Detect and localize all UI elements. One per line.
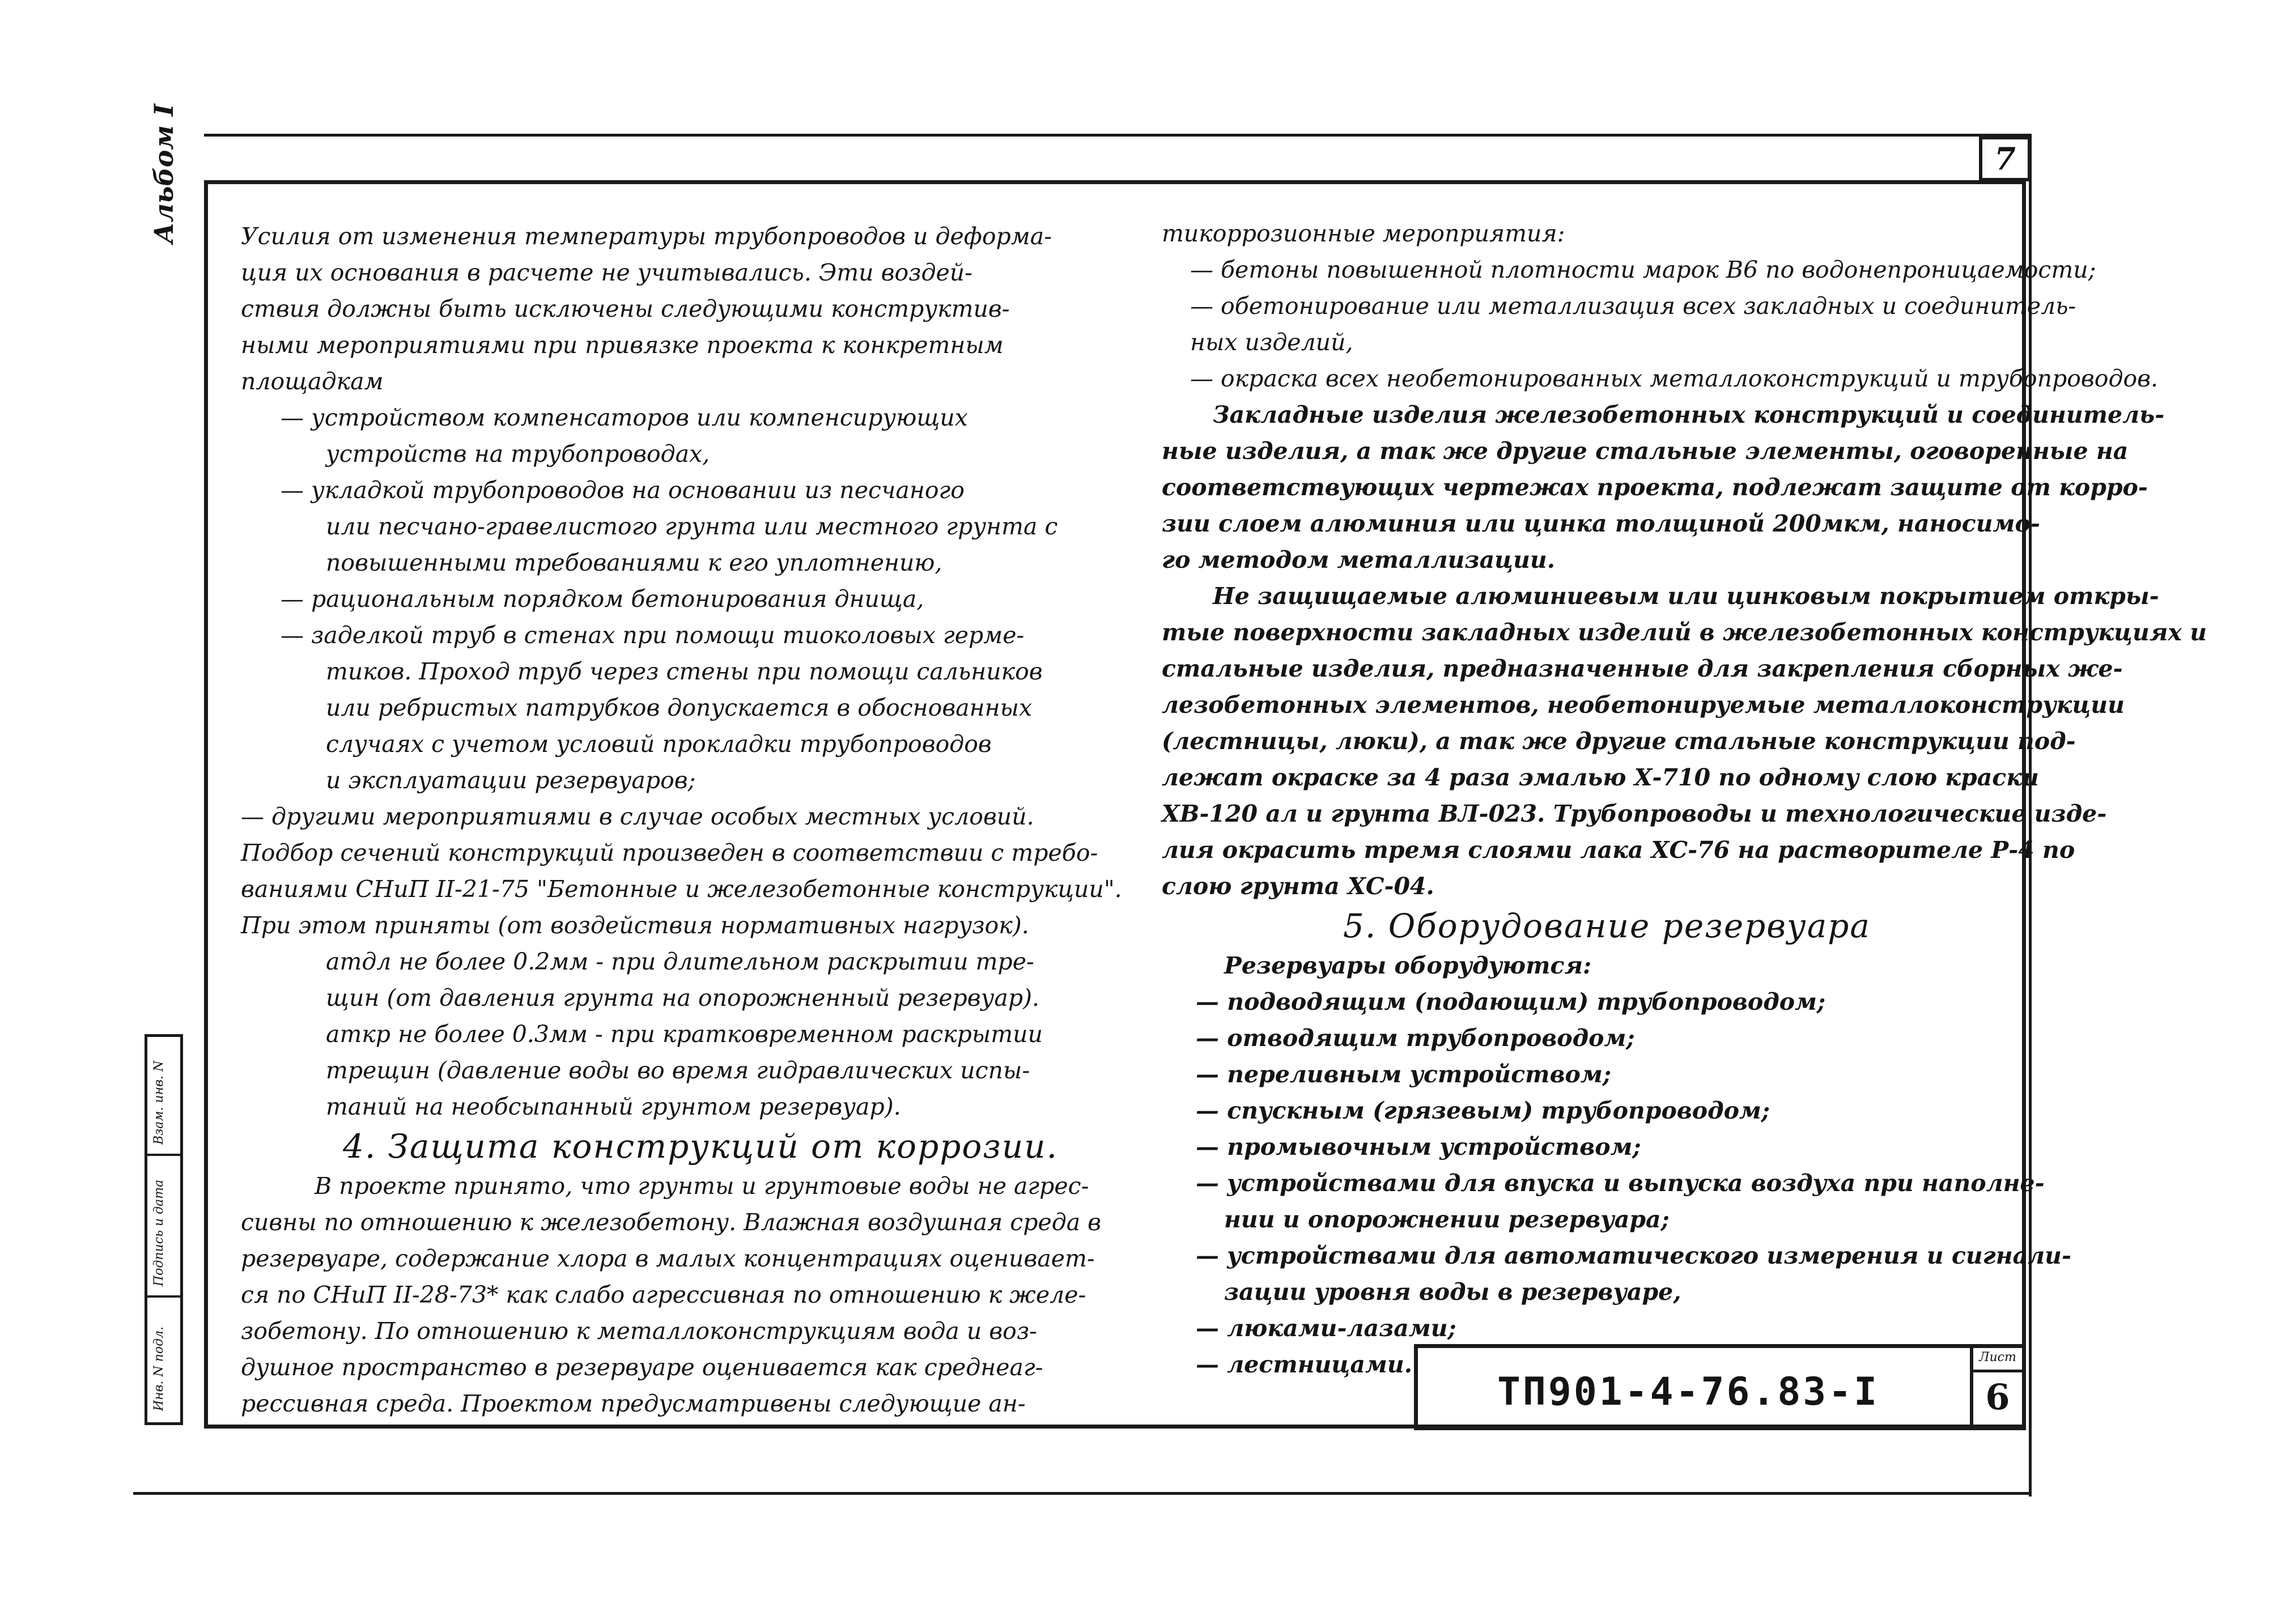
text-line: ция их основания в расчете не учитывались. Эти воздей- [241,259,973,286]
text-line: Закладные изделия железобетонных конструкций и соединитель- [1213,401,2165,428]
left-column [241,218,1122,1422]
text-line: ными мероприятиями при привязке проекта к конкретным [241,331,1004,359]
text-line: — заделкой труб в стенах при помощи тиоколовых герме- [281,622,1025,649]
text-line: или ребристых патрубков допускается в обоснованных [326,694,1033,721]
side-stamp [145,1034,183,1425]
stamp-label-signature: Подпись и дата [152,1179,166,1286]
text-line: лия окрасить тремя слоями лака ХС-76 на растворителе Р-4 по [1162,836,2075,864]
stamp-cell-replacement [147,1037,180,1156]
text-line: ные изделия, а так же другие стальные элементы, оговоренные на [1162,437,2129,465]
text-line: — лестницами. [1196,1351,1412,1378]
text-line: — переливным устройством; [1196,1061,1611,1088]
text-line: 4. Защита конструкций от коррозии. [343,1127,1059,1166]
text-line: — устройствами для автоматического измерения и сигнали- [1196,1242,2071,1269]
text-line: 5. Оборудование резервуара [1343,907,1871,945]
text-line: лежат окраске за 4 раза эмалью Х-710 по одному слою краски [1162,764,2039,791]
text-line: — окраска всех необетонированных металлоконструкций и трубопроводов. [1190,365,2159,392]
right-column [1162,215,2207,1383]
text-line: или песчано-гравелистого грунта или местного грунта с [326,513,1058,540]
text-line: — обетонирование или металлизация всех закладных и соединитель- [1190,292,2076,320]
text-line: — укладкой трубопроводов на основании из песчаного [281,477,965,504]
text-line: и эксплуатации резервуаров; [326,767,696,794]
text-line: ХВ-120 ал и грунта ВЛ-023. Трубопроводы и технологические изде- [1162,800,2107,827]
text-line: — другими мероприятиями в случае особых местных условий. [241,803,1034,830]
top-rule [204,134,2032,137]
page-number: 7 [1979,136,2031,181]
text-line: ваниями СНиП II-21-75 "Бетонные и железобетонные конструкции". [241,875,1122,903]
text-line: стальные изделия, предназначенные для закрепления сборных же- [1162,655,2123,682]
text-line: — подводящим (подающим) трубопроводом; [1196,988,1826,1015]
text-line: aткр не более 0.3мм - при кратковременном раскрытии [326,1021,1043,1048]
text-line: го методом металлизации. [1162,546,1555,573]
text-line: тиков. Проход труб через стены при помощи сальников [326,658,1043,685]
text-line: слою грунта ХС-04. [1162,873,1434,900]
text-line: ных изделий, [1190,329,1353,356]
text-line: душное пространство в резервуаре оценивается как среднеаг- [241,1354,1043,1381]
text-line: устройств на трубопроводах, [326,440,710,467]
text-line: соответствующих чертежах проекта, подлежат защите от корро- [1162,474,2148,501]
text-line: нии и опорожнении резервуара; [1224,1206,1670,1233]
text-line: — бетоны повышенной плотности марок В6 по водонепроницаемости; [1190,256,2096,283]
text-line: В проекте принято, что грунты и грунтовые воды не агрес- [315,1172,1089,1200]
text-line: — люками-лазами; [1196,1315,1456,1342]
text-line: зобетону. По отношению к металлоконструкциям вода и воз- [241,1317,1038,1345]
text-line: таний на необсыпанный грунтом резервуар). [326,1093,901,1120]
text-line: — устройством компенсаторов или компенсирующих [281,404,968,431]
text-line: (лестницы, люки), а так же другие стальные конструкции под- [1162,728,2076,755]
text-line: Не защищаемые алюминиевым или цинковым покрытием откры- [1213,583,2159,610]
text-line: — спускным (грязевым) трубопроводом; [1196,1097,1770,1124]
text-line: зии слоем алюминия или цинка толщиной 200мкм, наносимо- [1162,510,2040,537]
text-line: — рациональным порядком бетонирования днища, [281,585,924,613]
bottom-rule [133,1492,2032,1495]
sheet-cell [1970,1348,2022,1426]
text-line: — отводящим трубопроводом; [1196,1024,1635,1052]
text-line: При этом приняты (от воздействия нормативных нагрузок). [241,912,1029,939]
text-line: Подбор сечений конструкций произведен в соответствии с требо- [241,839,1098,866]
sheet-number: 6 [1985,1376,2010,1418]
text-line: — промывочным устройством; [1196,1133,1641,1160]
text-line: случаях с учетом условий прокладки трубопроводов [326,730,992,758]
text-line: сивны по отношению к железобетону. Влажная воздушная среда в [241,1209,1102,1236]
sheet-label: Лист [1973,1348,2022,1372]
text-line: рессивная среда. Проектом предусматривены следующие ан- [241,1390,1026,1417]
text-line: площадкам [241,368,384,395]
text-line: трещин (давление воды во время гидравлических испы- [326,1057,1030,1084]
text-line: тикоррозионные мероприятия: [1162,220,1565,247]
title-block [1414,1344,2026,1430]
text-line: зации уровня воды в резервуаре, [1224,1278,1681,1306]
text-line: повышенными требованиями к его уплотнению, [326,549,942,576]
stamp-cell-signature [147,1156,180,1298]
text-line: щин (от давления грунта на опорожненный резервуар). [326,984,1040,1011]
stamp-label-inventory: Инв. N подл. [152,1326,166,1411]
stamp-cell-inventory [147,1298,180,1422]
text-line: aтдл не более 0.2мм - при длительном раскрытии тре- [326,948,1034,975]
text-line: — устройствами для впуска и выпуска воздуха при наполне- [1196,1170,2045,1197]
text-line: ся по СНиП II-28-73* как слабо агрессивная по отношению к желе- [241,1281,1086,1308]
text-line: резервуаре, содержание хлора в малых концентрациях оценивает- [241,1245,1095,1272]
text-line: лезобетонных элементов, необетонируемые металлоконструкции [1162,691,2125,719]
text-line: тые поверхности закладных изделий в железобетонных конструкциях и [1162,619,2207,646]
album-label: Альбом I [148,104,179,244]
text-line: Усилия от изменения температуры трубопроводов и деформа- [241,223,1052,250]
document-number: ТП901-4-76.83-I [1497,1370,1880,1414]
stamp-label-replacement: Взам. инв. N [152,1060,166,1145]
text-line: Резервуары оборудуются: [1224,952,1592,979]
text-line: ствия должны быть исключены следующими конструктив- [241,295,1010,322]
